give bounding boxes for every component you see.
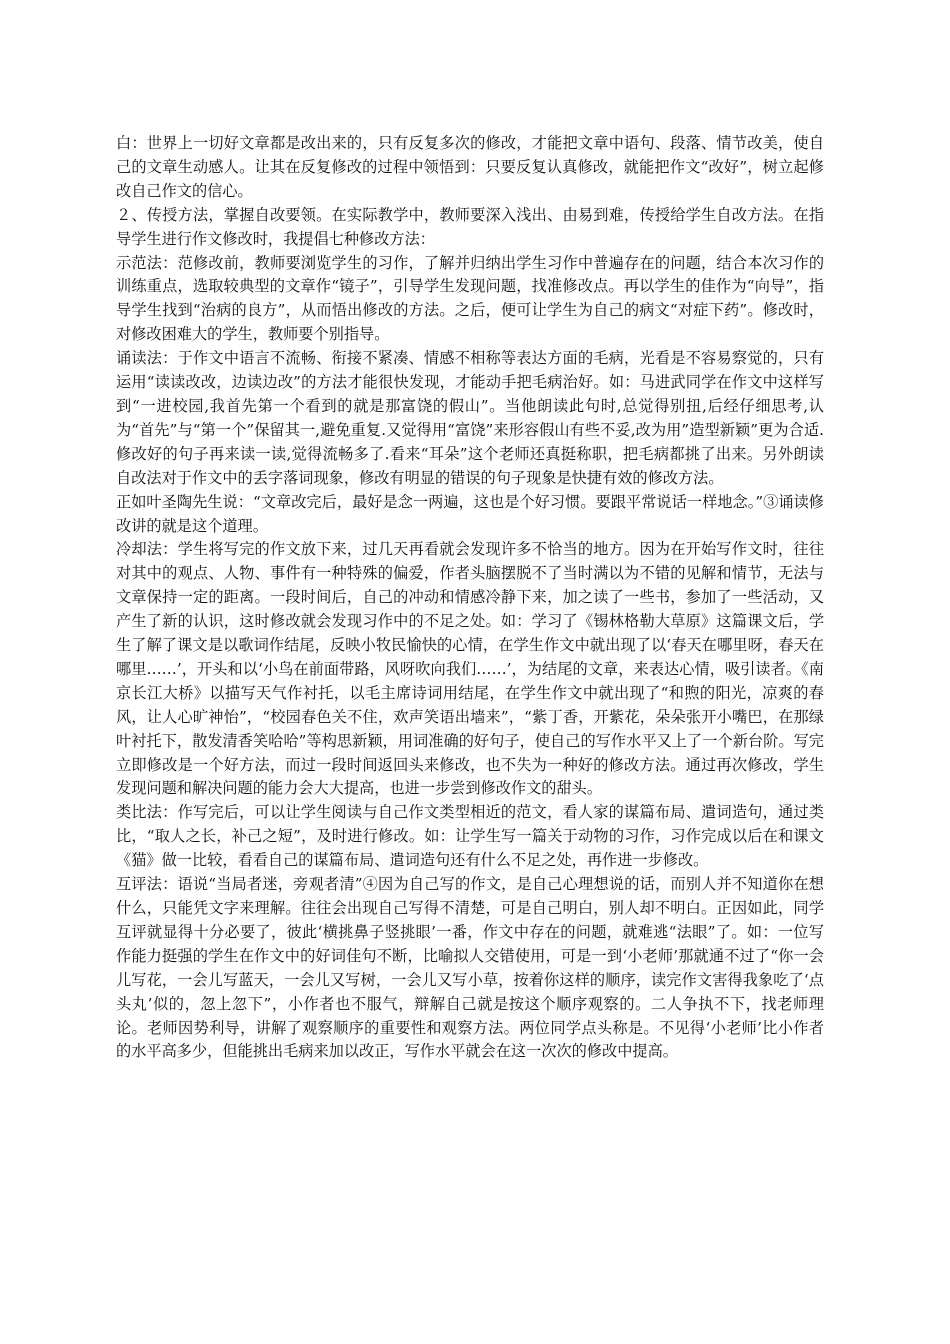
document-page bbox=[116, 132, 824, 1064]
paragraph-reading-method: 诵读法：于作文中语言不流畅、衔接不紧凑、情感不相称等表达方面的毛病，光看是不容易察觉的，只有运用“读读改改，边读边改”的方法才能很快发现，才能动手把毛病治好。如：马进武同学在作文中这样写到“一进校园,我首先第一个看到的就是那富饶的假山”。当他朗读此句时,总觉得别扭,后经仔细思考,认为“首先”与“第一个”保留其一,避免重复.又觉得用“富饶”来形容假山有些不妥,改为用”造型新颖”更为合适.修改好的句子再来读一读,觉得流畅多了.看来“耳朵”这个老师还真挺称职，把毛病都挑了出来。另外朗读自改法对于作文中的丢字落词现象，修改有明显的错误的句子现象是快捷有效的修改方法。 bbox=[116, 349, 824, 487]
paragraph-analogy-method: 类比法：作写完后，可以让学生阅读与自己作文类型相近的范文，看人家的谋篇布局、遣词造句，通过类比，“取人之长，补己之短”，及时进行修改。如：让学生写一篇关于动物的习作，习作完成以后在和课文《猫》做一比较，看看自己的谋篇布局、遣词造句还有什么不足之处，再作进一步修改。 bbox=[116, 803, 824, 870]
paragraph-intro-continuation: 白：世界上一切好文章都是改出来的，只有反复多次的修改，才能把文章中语句、段落、情节改美，使自己的文章生动感人。让其在反复修改的过程中领悟到：只要反复认真修改，就能把作文“改好”，树立起修改自己作文的信心。 bbox=[116, 134, 824, 200]
paragraph-ye-shengtao-quote: 正如叶圣陶先生说：“文章改完后，最好是念一两遍，这也是个好习惯。要跟平常说话一样地念。”③诵读修改讲的就是这个道理。 bbox=[116, 492, 824, 535]
paragraph-demonstration-method: 示范法：范修改前，教师要浏览学生的习作，了解并归纳出学生习作中普遍存在的问题，结合本次习作的训练重点，选取较典型的文章作“镜子”，引导学生发现问题，找准修改点。再以学生的佳作为“向导”，指导学生找到“治病的良方”，从而悟出修改的方法。之后，便可让学生为自己的病文“对症下药”。修改时，对修改困难大的学生，教师要个别指导。 bbox=[116, 253, 824, 344]
paragraph-cooling-method: 冷却法：学生将写完的作文放下来，过几天再看就会发现许多不恰当的地方。因为在开始写作文时，往往对其中的观点、人物、事件有一种特殊的偏爱，作者头脑摆脱不了当时满以为不错的见解和情节，无法与文章保持一定的距离。一段时间后，自己的冲动和情感冷静下来，加之读了一些书，参加了一些活动，又产生了新的认识，这时修改就会发现习作中的不足之处。如：学习了《锡林格勒大草原》这篇课文后，学生了解了课文是以歌词作结尾，反映小牧民愉快的心情，在学生作文中就出现了以‘春天在哪里呀，春天在哪里……’，开头和以‘小鸟在前面带路，风呀吹向我们……’，为结尾的文章，来表达心情，吸引读者。《南京长江大桥》以描写天气作衬托，以毛主席诗词用结尾，在学生作文中就出现了“和煦的阳光，凉爽的春风，让人心旷神怡”，“校园春色关不住，欢声笑语出墙来”，“紫丁香，开紫花，朵朵张开小嘴巴，在那绿叶衬托下，散发清香笑哈哈”等构思新颖，用词准确的好句子，使自己的写作水平又上了一个新台阶。写完立即修改是一个好方法，而过一段时间返回头来修改，也不失为一种好的修改方法。通过再次修改，学生发现问题和解决问题的能力会大大提高，也进一步尝到修改作文的甜头。 bbox=[116, 540, 824, 798]
paragraph-peer-review-method: 互评法：语说“当局者迷，旁观者清”④因为自己写的作文，是自己心理想说的话，而别人并不知道你在想什么，只能凭文字来理解。往往会出现自己写得不清楚，可是自己明白，别人却不明白。正因如此，同学互评就显得十分必要了，彼此‘横挑鼻子竖挑眼’一番，作文中存在的问题，就难逃“法眼”了。如：一位写作能力挺强的学生在作文中的好词佳句不断，比喻拟人交错使用，可是一到‘小老师’那就通不过了“你一会儿写花，一会儿写蓝天，一会儿又写树，一会儿又写小草，按着你这样的顺序，读完作文害得我象吃了‘点头丸’似的，忽上忽下”，小作者也不服气，辩解自己就是按这个顺序观察的。二人争执不下，找老师理论。老师因势利导，讲解了观察顺序的重要性和观察方法。两位同学点头称是。不见得‘小老师’比小作者的水平高多少，但能挑出毛病来加以改正，写作水平就会在这一次次的修改中提高。 bbox=[116, 875, 824, 1061]
paragraph-teach-methods: ２、传授方法，掌握自改要领。在实际教学中，教师要深入浅出、由易到难，传授给学生自改方法。在指导学生进行作文修改时，我提倡七种修改方法： bbox=[116, 205, 824, 248]
